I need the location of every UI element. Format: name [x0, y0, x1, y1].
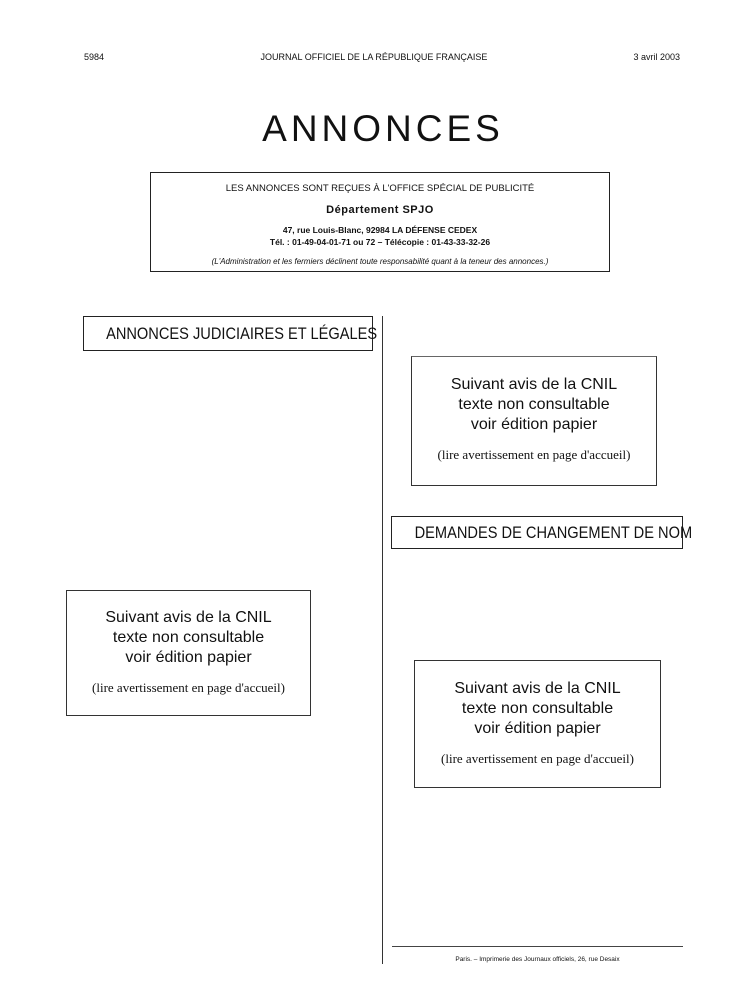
address: 47, rue Louis-Blanc, 92984 LA DÉFENSE CEDEX [282, 225, 478, 235]
page-title: ANNONCES [262, 108, 504, 149]
cnil-line: texte non consultable [458, 396, 610, 413]
department-name: Département SPJO [326, 204, 434, 216]
info-box [150, 172, 610, 272]
cnil-line: voir édition papier [474, 720, 601, 737]
cnil-note: (lire avertissement en page d'accueil) [92, 680, 285, 695]
cnil-notice [66, 590, 311, 716]
cnil-note: (lire avertissement en page d'accueil) [437, 447, 631, 462]
section-title: ANNONCES JUDICIAIRES ET LÉGALES [106, 324, 378, 343]
journal-title: JOURNAL OFFICIEL DE LA RÉPUBLIQUE FRANÇAISE [260, 52, 488, 62]
printer-footer: Paris. – Imprimerie des Journaux officiels, 26, rue Desaix [455, 956, 620, 963]
cnil-line: voir édition papier [125, 649, 252, 666]
phone: Tél. : 01-49-04-01-71 ou 72 – Télécopie : 01-43-33-32-26 [269, 237, 491, 247]
cnil-line: texte non consultable [112, 629, 265, 646]
issue-date: 3 avril 2003 [633, 52, 680, 62]
section-judiciaires [83, 316, 378, 351]
footer-rule [392, 946, 683, 947]
cnil-line: voir édition papier [470, 416, 598, 433]
cnil-notice [414, 660, 661, 788]
column-divider [382, 316, 383, 964]
section-title: DEMANDES DE CHANGEMENT DE NOM [414, 523, 693, 542]
cnil-line: Suivant avis de la CNIL [450, 376, 618, 393]
cnil-note: (lire avertissement en page d'accueil) [441, 751, 634, 766]
page-number: 5984 [84, 52, 105, 62]
disclaimer: (L'Administration et les fermiers déclinent toute responsabilité quant à la teneur des annonces.) [211, 257, 549, 266]
cnil-line: Suivant avis de la CNIL [454, 680, 621, 697]
info-line: LES ANNONCES SONT REÇUES À L'OFFICE SPÉCIAL DE PUBLICITÉ [225, 183, 535, 194]
cnil-line: texte non consultable [461, 700, 614, 717]
cnil-notice [411, 356, 657, 486]
cnil-line: Suivant avis de la CNIL [105, 609, 272, 626]
section-changement-nom [391, 516, 693, 549]
